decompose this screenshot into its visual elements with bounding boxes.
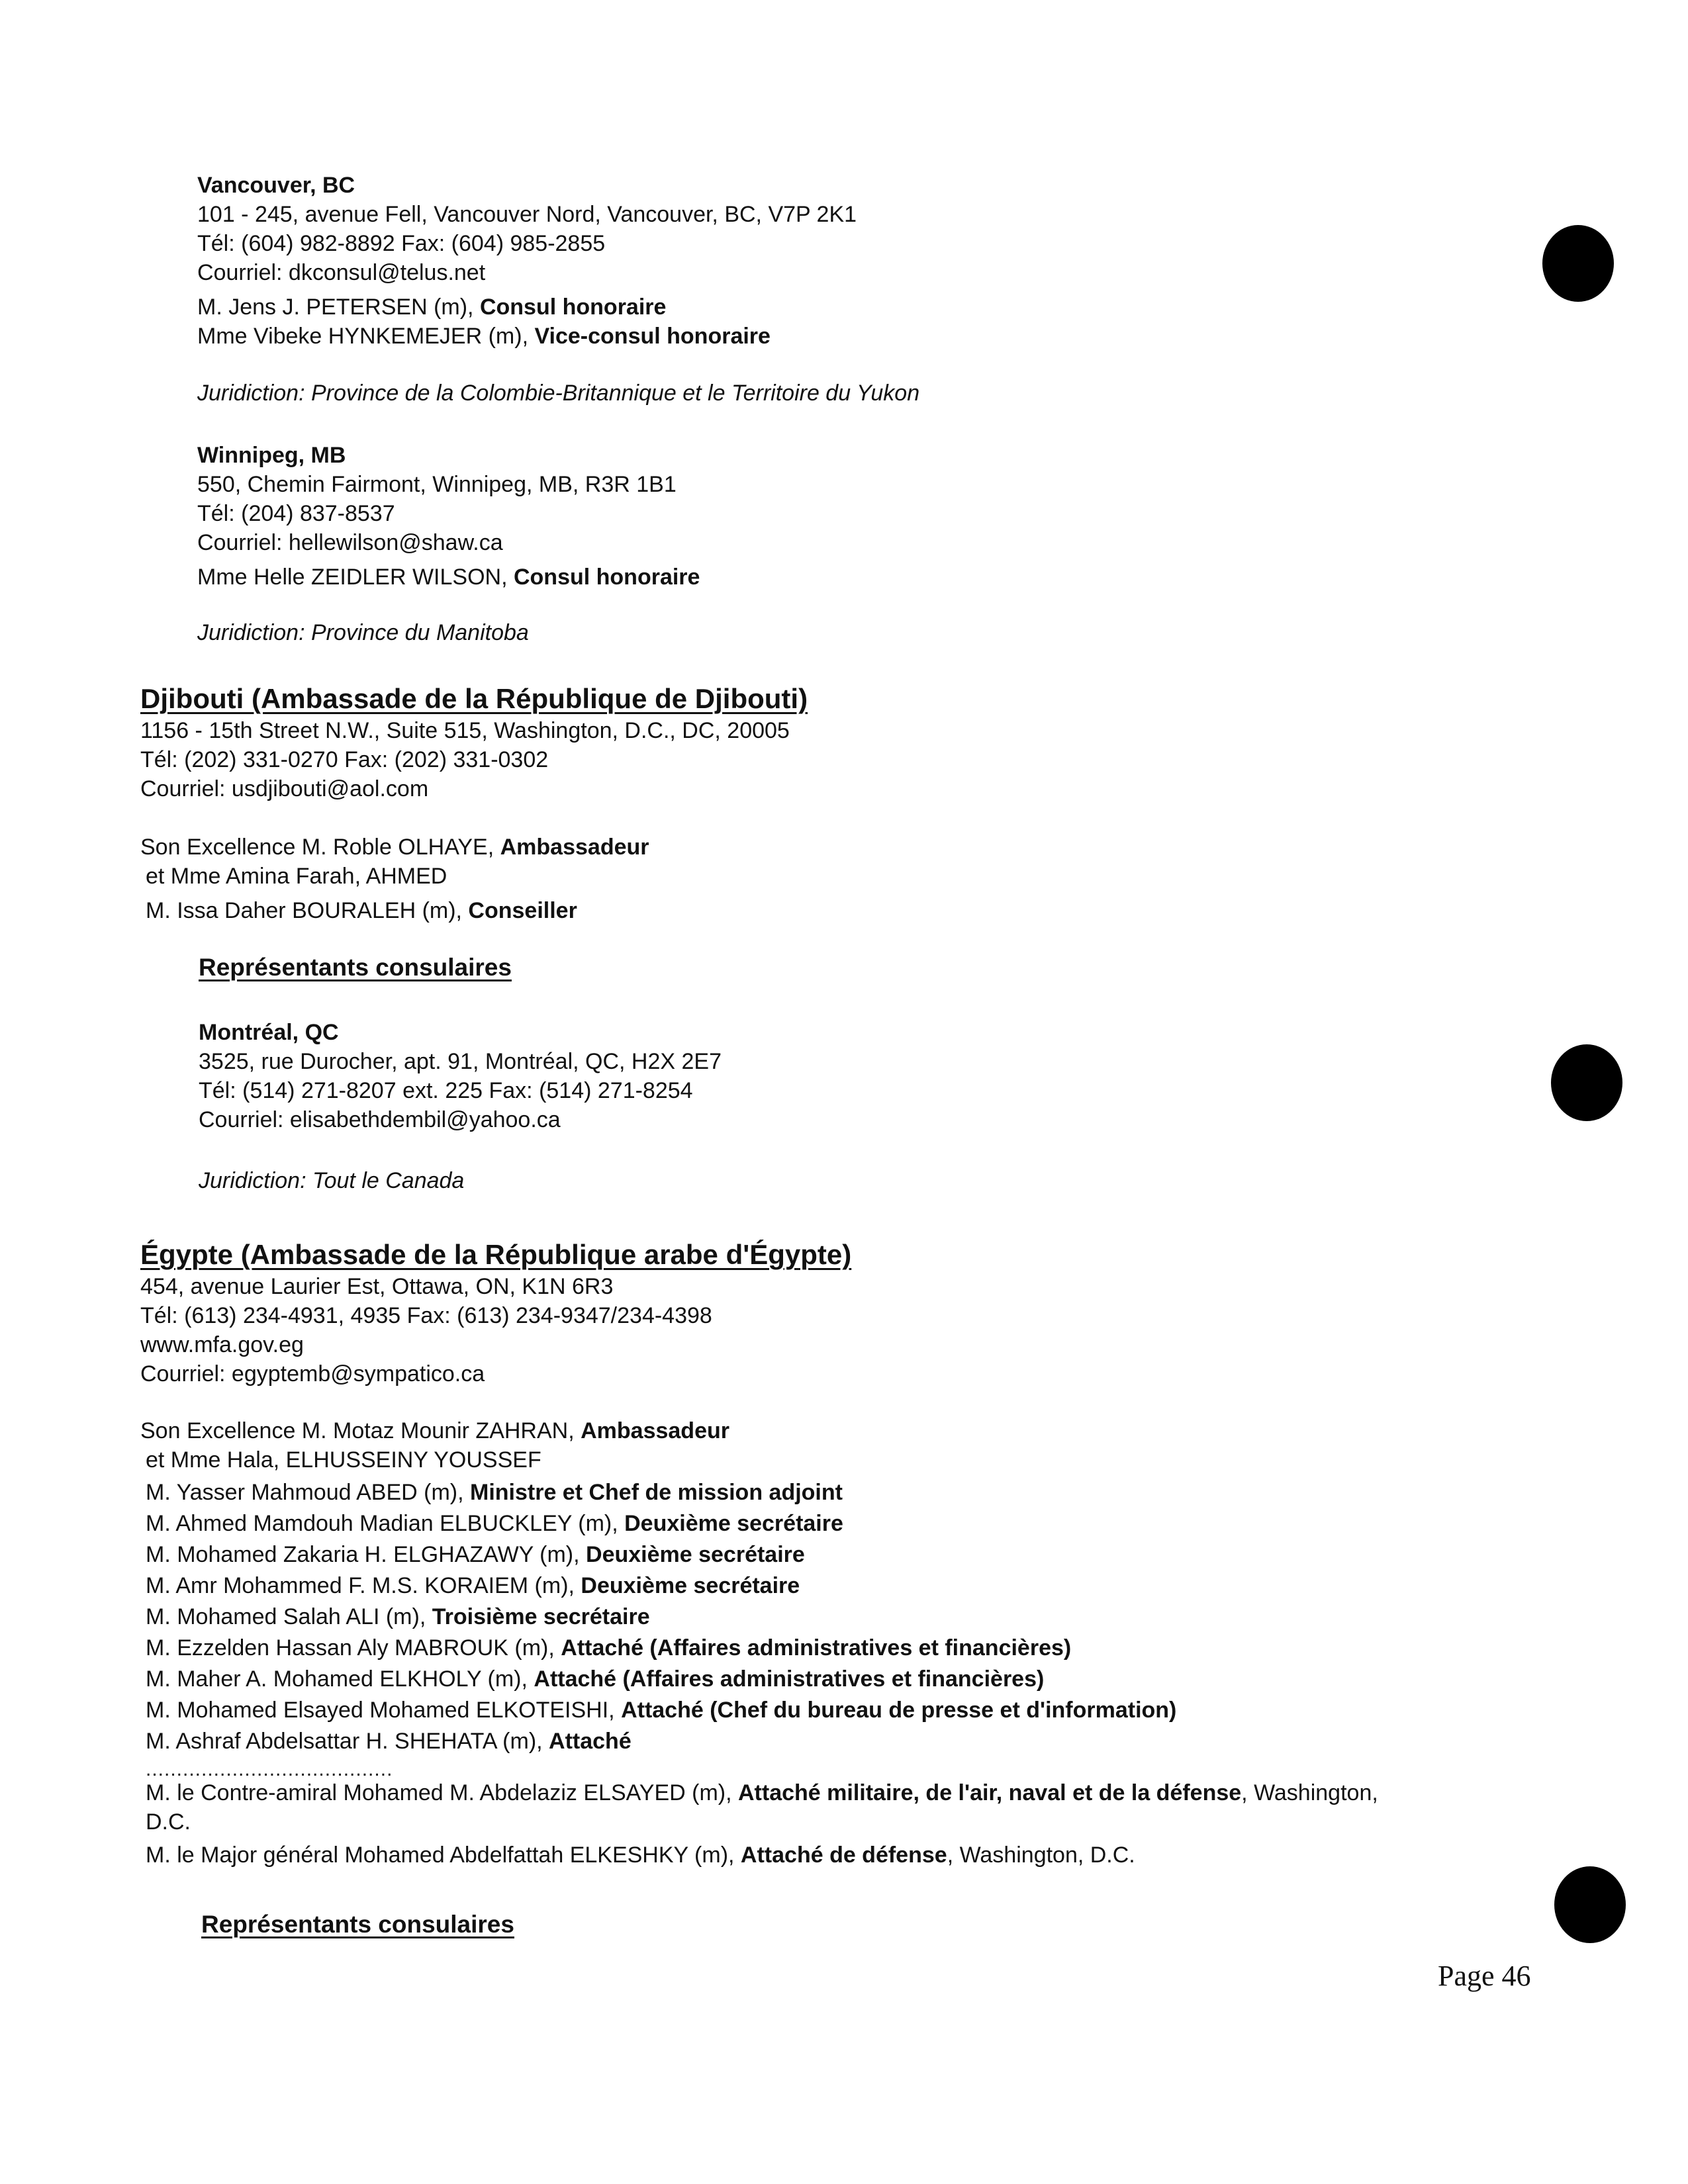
email: Courriel: egyptemb@sympatico.ca [140, 1361, 485, 1387]
person-entry: Mme Vibeke HYNKEMEJER (m), Vice-consul honoraire [197, 324, 771, 349]
ambassador-entry: Son Excellence M. Roble OLHAYE, Ambassadeur [140, 835, 649, 860]
phone: Tél: (204) 837-8537 [197, 501, 395, 526]
person-entry: M. Issa Daher BOURALEH (m), Conseiller [146, 898, 577, 923]
separator-dots: ........................................ [146, 1758, 393, 1780]
consular-heading: Représentants consulaires [201, 1911, 514, 1938]
phone-fax: Tél: (604) 982-8892 Fax: (604) 985-2855 [197, 231, 606, 256]
address: 454, avenue Laurier Est, Ottawa, ON, K1N 6R3 [140, 1274, 614, 1299]
phone-fax: Tél: (613) 234-4931, 4935 Fax: (613) 234-9347/234-4398 [140, 1303, 712, 1328]
montreal-section [199, 1018, 722, 1195]
defense-attache-entry: M. le Major général Mohamed Abdelfattah ELKESHKY (m), Attaché de défense, Washington, D.C. [146, 1843, 1135, 1868]
ambassador-entry: Son Excellence M. Motaz Mounir ZAHRAN, Ambassadeur [140, 1418, 729, 1443]
staff-entry: M. Mohamed Salah ALI (m), Troisième secrétaire [146, 1604, 650, 1629]
email: Courriel: elisabethdembil@yahoo.ca [199, 1107, 561, 1132]
page-number: Page 46 [1438, 1960, 1531, 1992]
staff-entry: M. Mohamed Zakaria H. ELGHAZAWY (m), Deuxième secrétaire [146, 1542, 805, 1567]
staff-entry: M. Amr Mohammed F. M.S. KORAIEM (m), Deuxième secrétaire [146, 1573, 800, 1598]
city-heading: Vancouver, BC [197, 173, 355, 198]
address: 101 - 245, avenue Fell, Vancouver Nord, Vancouver, BC, V7P 2K1 [197, 202, 857, 227]
email: Courriel: dkconsul@telus.net [197, 260, 486, 285]
phone-fax: Tél: (514) 271-8207 ext. 225 Fax: (514) 271-8254 [199, 1078, 693, 1103]
jurisdiction: Juridiction: Tout le Canada [199, 1168, 465, 1193]
website: www.mfa.gov.eg [140, 1332, 304, 1357]
address: 550, Chemin Fairmont, Winnipeg, MB, R3R 1B1 [197, 472, 677, 497]
staff-entry: M. Yasser Mahmoud ABED (m), Ministre et Chef de mission adjoint [146, 1480, 843, 1505]
military-attache-entry-cont: D.C. [146, 1809, 191, 1835]
person-entry: Mme Helle ZEIDLER WILSON, Consul honoraire [197, 565, 700, 590]
consular-heading: Représentants consulaires [199, 954, 512, 981]
city-heading: Montréal, QC [199, 1020, 339, 1045]
jurisdiction: Juridiction: Province du Manitoba [197, 620, 529, 645]
address: 3525, rue Durocher, apt. 91, Montréal, QC, H2X 2E7 [199, 1049, 722, 1074]
email: Courriel: hellewilson@shaw.ca [197, 530, 503, 555]
staff-entry: M. Ashraf Abdelsattar H. SHEHATA (m), Attaché [146, 1729, 632, 1754]
phone-fax: Tél: (202) 331-0270 Fax: (202) 331-0302 [140, 747, 549, 772]
person-entry: M. Jens J. PETERSEN (m), Consul honoraire [197, 295, 667, 320]
punch-hole-middle [1551, 1044, 1622, 1121]
military-attache-entry: M. le Contre-amiral Mohamed M. Abdelaziz ELSAYED (m), Attaché militaire, de l'air, naval et de la défense, Washington, [146, 1780, 1378, 1805]
winnipeg-section [197, 441, 700, 647]
address: 1156 - 15th Street N.W., Suite 515, Washington, D.C., DC, 20005 [140, 718, 790, 743]
spouse-entry: et Mme Hala, ELHUSSEINY YOUSSEF [146, 1447, 541, 1473]
staff-entry: M. Ezzelden Hassan Aly MABROUK (m), Attaché (Affaires administratives et financières) [146, 1635, 1072, 1661]
staff-entry: M. Ahmed Mamdouh Madian ELBUCKLEY (m), Deuxième secrétaire [146, 1511, 843, 1536]
email: Courriel: usdjibouti@aol.com [140, 776, 429, 801]
spouse-entry: et Mme Amina Farah, AHMED [146, 864, 447, 889]
jurisdiction: Juridiction: Province de la Colombie-Britannique et le Territoire du Yukon [197, 381, 920, 406]
staff-entry: M. Maher A. Mohamed ELKHOLY (m), Attaché (Affaires administratives et financières) [146, 1666, 1045, 1692]
staff-list [140, 1477, 1378, 1870]
staff-entry: M. Mohamed Elsayed Mohamed ELKOTEISHI, Attaché (Chef du bureau de presse et d'information) [146, 1698, 1177, 1723]
vancouver-section [197, 171, 919, 408]
country-heading: Djibouti (Ambassade de la République de Djibouti) [140, 683, 808, 714]
city-heading: Winnipeg, MB [197, 443, 346, 468]
punch-hole-bottom [1554, 1866, 1626, 1943]
egypt-section [140, 1238, 1378, 1870]
country-heading: Égypte (Ambassade de la République arabe d'Égypte) [140, 1239, 852, 1270]
punch-hole-top [1542, 225, 1614, 302]
djibouti-section [140, 682, 808, 925]
